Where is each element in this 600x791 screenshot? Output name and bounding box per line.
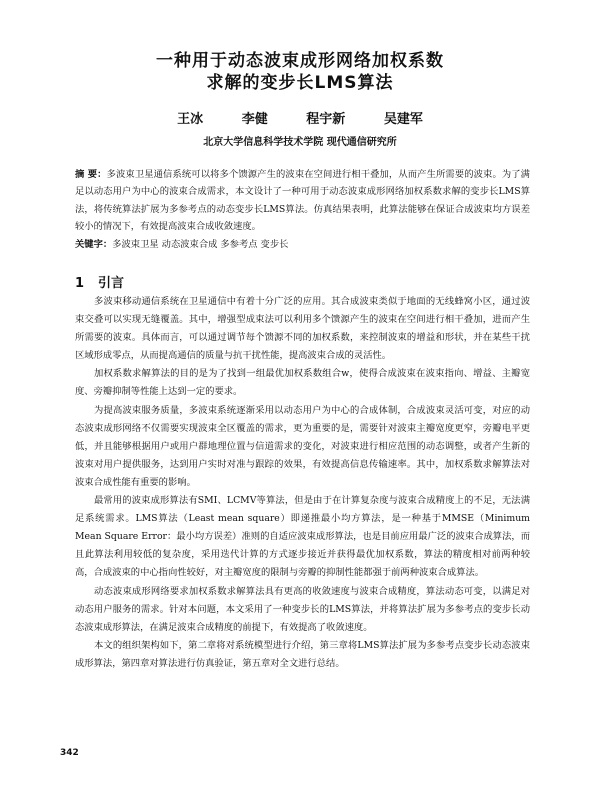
keywords-label: 关键字： bbox=[75, 239, 113, 250]
affiliation: 北京大学信息科学技术学院 现代通信研究所 bbox=[203, 137, 397, 148]
author-name: 王冰 bbox=[177, 112, 204, 127]
keywords bbox=[75, 236, 530, 253]
paper-title-line2: 求解的变步长LMS算法 bbox=[206, 73, 394, 93]
abstract bbox=[75, 166, 530, 235]
page-number: 342 bbox=[60, 748, 79, 758]
section-number: 1 bbox=[75, 276, 85, 291]
body-paragraph: 加权系数求解算法的目的是为了找到一组最优加权系数组合w，使得合成波束在波束指向、增益、主瓣宽度、旁瓣抑制等性能上达到一定的要求。 bbox=[75, 368, 530, 398]
author-name: 吴建军 bbox=[383, 112, 423, 127]
body-paragraph: 本文的组织架构如下，第二章将对系统模型进行介绍，第三章将LMS算法扩展为多参考点变步长动态波束成形算法，第四章对算法进行仿真验证，第五章对全文进行总结。 bbox=[75, 639, 530, 669]
section-title: 引言 bbox=[98, 276, 125, 291]
abstract-text: 多波束卫星通信系统可以将多个馈源产生的波束在空间进行相干叠加，从而产生所需要的波束。为了满足以动态用户为中心的波束合成需求，本文设计了一种可用于动态波束成形网络加权系数求解的变步长LMS算法，将传统算法扩展为多参考点的动态变步长LMS算法。仿真结果表明，此算法能够在保证合成波束均方误差较小的情况下，有效提高波束合成收敛速度。 bbox=[75, 169, 530, 232]
author-name: 李健 bbox=[241, 112, 268, 127]
paper-title-line1: 一种用于动态波束成形网络加权系数 bbox=[156, 51, 444, 71]
author-list bbox=[60, 108, 540, 127]
body-paragraph: 最常用的波束成形算法有SMI、LCMV等算法，但是由于在计算复杂度与波束合成精度上的不足，无法满足系统需求。LMS算法（Least mean square）即递推最小均方算法，是一种基于MMSE（Minimum Mean Square Error：最小均方误差）准则的自适应波束成形算法，也是目前应用最广泛的波束合成算法，而且此算法利用较低的复杂度，采用迭代计算的方式逐步接近并获得最优加权系数，算法的精度相对前两种较高，合成波束的中心指向性较好，对主瓣宽度的限制与旁瓣的抑制性能都强于前两种波束合成算法。 bbox=[75, 495, 530, 579]
body-paragraph: 动态波束成形网络要求加权系数求解算法具有更高的收敛速度与波束合成精度，算法动态可变，以满足对动态用户服务的需求。针对本问题，本文采用了一种变步长的LMS算法，并将算法扩展为多参考点的变步长动态波束成形算法，在满足波束合成精度的前提下，有效提高了收敛速度。 bbox=[75, 585, 530, 633]
keywords-text: 多波束卫星 动态波束合成 多参考点 变步长 bbox=[112, 239, 289, 250]
author-name: 程宇新 bbox=[306, 112, 346, 127]
abstract-label: 摘 要： bbox=[75, 169, 107, 180]
body-paragraph: 多波束移动通信系统在卫星通信中有着十分广泛的应用。其合成波束类似于地面的无线蜂窝小区，通过波束交叠可以实现无缝覆盖。其中，增强型成束法可以利用多个馈源产生的波束在空间进行相干叠加，进而产生所需要的波束。具体而言，可以通过调节每个馈源不同的加权系数，来控制波束的增益和形状，并在某些干扰区域形成零点，从而提高通信的质量与抗干扰性能，提高波束合成的灵活性。 bbox=[75, 296, 530, 362]
section-body bbox=[75, 293, 530, 673]
body-paragraph: 为提高波束服务质量，多波束系统逐渐采用以动态用户为中心的合成体制，合成波束灵活可变，对应的动态波束成形网络不仅需要实现波束全区覆盖的需求，更为重要的是，需要针对波束主瓣宽度更窄，旁瓣电平更低，并且能够根据用户或用户群地理位置与信道需求的变化，对波束进行相应范围的动态调整，或者产生新的波束对用户提供服务，达到用户实时对准与跟踪的效果，有效提高信息传输速率。其中，加权系数求解算法对波束合成性能有重要的影响。 bbox=[75, 404, 530, 488]
section-heading bbox=[75, 272, 124, 291]
